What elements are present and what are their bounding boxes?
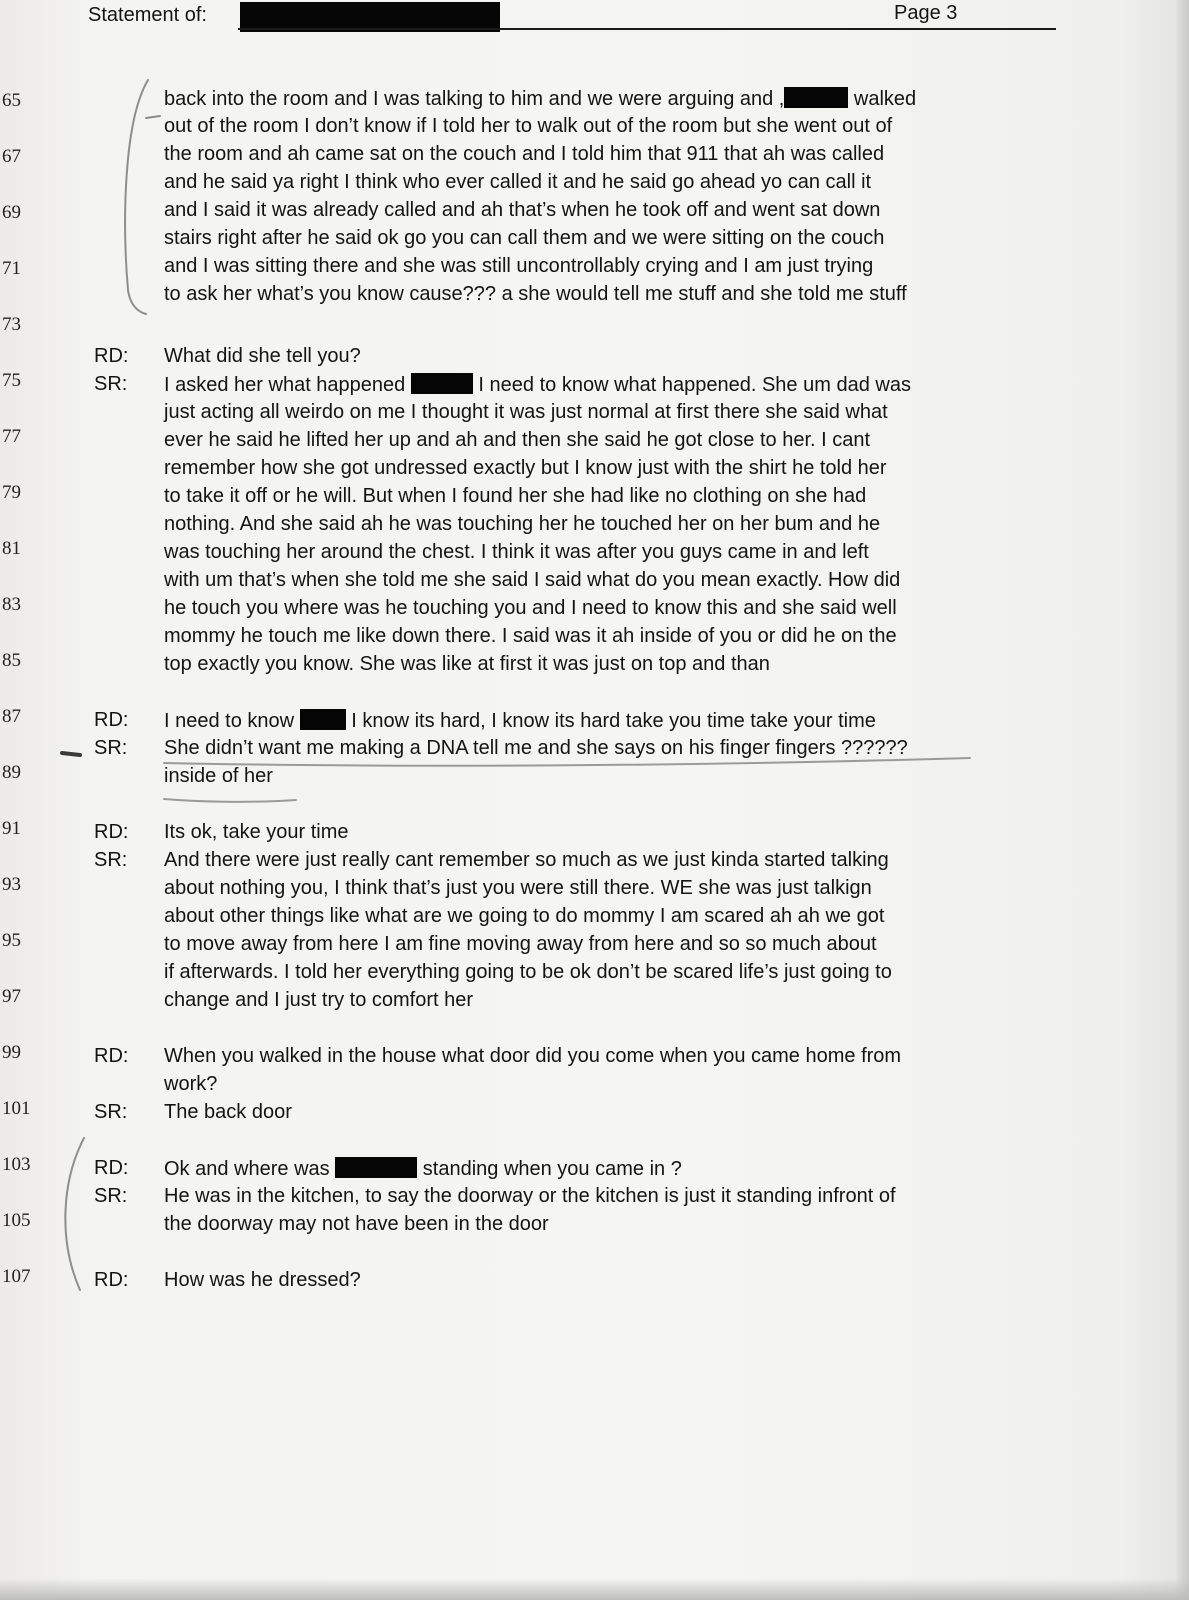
- transcript-line: change and I just try to comfort her: [164, 989, 474, 1011]
- speaker-label: SR:: [94, 737, 128, 759]
- transcript-line: about other things like what are we going to do mommy I am scared ah ah we got: [164, 905, 885, 927]
- line-number: 83: [2, 594, 21, 615]
- arrow-dash-mark: [62, 753, 80, 755]
- speaker-label: SR:: [94, 1101, 128, 1123]
- transcript-line: He was in the kitchen, to say the doorway or the kitchen is just it standing infront of: [164, 1185, 896, 1207]
- transcript-line: to ask her what’s you know cause??? a she would tell me stuff and she told me stuff: [164, 283, 907, 305]
- transcript-fragment: walked: [853, 88, 917, 110]
- line-number: 77: [2, 426, 21, 447]
- transcript-line: And there were just really cant remember so much as we just kinda started talking: [164, 849, 889, 871]
- transcript-line: with um that’s when she told me she said I said what do you mean exactly. How did: [164, 569, 901, 591]
- page-edge-shadow: [1175, 0, 1189, 1600]
- transcript-line: the room and ah came sat on the couch and I told him that 911 that ah was called: [164, 143, 885, 165]
- line-number: 105: [2, 1210, 31, 1231]
- transcript-line: and he said ya right I think who ever called it and he said go ahead yo can call it: [164, 171, 872, 193]
- transcript-line: nothing. And she said ah he was touching her he touched her on her bum and he: [164, 513, 881, 535]
- transcript-line: remember how she got undressed exactly but I know just with the shirt he told her: [164, 457, 887, 479]
- line-number: 107: [2, 1266, 31, 1287]
- line-number: 99: [2, 1042, 21, 1063]
- line-number: 71: [2, 258, 21, 279]
- transcript-fragment: standing when you came in ?: [422, 1158, 682, 1180]
- speaker-label: RD:: [94, 345, 129, 367]
- line-number: 91: [2, 818, 21, 839]
- transcript-fragment: back into the room and I was talking to him and we were arguing and ,: [164, 88, 785, 110]
- line-number: 75: [2, 370, 21, 391]
- line-number: 69: [2, 202, 21, 223]
- line-number: 65: [2, 90, 21, 111]
- line-number: 85: [2, 650, 21, 671]
- line-number: 79: [2, 482, 21, 503]
- transcript-line: inside of her: [164, 765, 273, 787]
- speaker-label: RD:: [94, 1157, 129, 1179]
- speaker-label: RD:: [94, 709, 129, 731]
- line-number: 73: [2, 314, 21, 335]
- transcript-fragment: I asked her what happened: [164, 374, 406, 396]
- transcript-line: to take it off or he will. But when I found her she had like no clothing on she had: [164, 485, 867, 507]
- transcript-line: he touch you where was he touching you and I need to know this and she said well: [164, 597, 897, 619]
- speaker-label: RD:: [94, 1269, 129, 1291]
- transcript-line: How was he dressed?: [164, 1269, 361, 1291]
- transcript-line: stairs right after he said ok go you can call them and we were sitting on the couch: [164, 227, 885, 249]
- transcript-line: work?: [164, 1073, 218, 1095]
- speaker-label: RD:: [94, 821, 129, 843]
- statement-of-label: Statement of:: [88, 4, 207, 26]
- line-number: 101: [2, 1098, 31, 1119]
- line-number: 93: [2, 874, 21, 895]
- transcript-line: about nothing you, I think that’s just you were still there. WE she was just talkign: [164, 877, 872, 899]
- page-number: Page 3: [894, 2, 958, 24]
- speaker-label: RD:: [94, 1045, 129, 1067]
- transcript-fragment: Ok and where was: [164, 1158, 330, 1180]
- transcript-line: When you walked in the house what door did you come when you came home from: [164, 1045, 902, 1067]
- tick-mark: [146, 116, 160, 118]
- transcript-line: was touching her around the chest. I think it was after you guys came in and left: [164, 541, 869, 563]
- line-number: 67: [2, 146, 21, 167]
- transcript-fragment: I know its hard, I know its hard take you time take your time: [351, 710, 876, 732]
- underline-mark: [164, 758, 970, 766]
- transcript-line: mommy he touch me like down there. I said was it ah inside of you or did he on the: [164, 625, 897, 647]
- transcript-line: just acting all weirdo on me I thought it was just normal at first there she said what: [164, 401, 888, 423]
- transcript-fragment: I need to know what happened. She um dad was: [478, 374, 911, 396]
- transcript-fragment: I need to know: [164, 710, 295, 732]
- line-number: 89: [2, 762, 21, 783]
- transcript-line: The back door: [164, 1101, 292, 1123]
- transcript-line: to move away from here I am fine moving away from here and so so much about: [164, 933, 877, 955]
- transcript-line: ever he said he lifted her up and ah and then she said he got close to her. I cant: [164, 429, 871, 451]
- speaker-label: SR:: [94, 849, 128, 871]
- transcript-line: if afterwards. I told her everything going to be ok don’t be scared life’s just going to: [164, 961, 892, 983]
- underline-mark-short: [164, 799, 296, 802]
- line-number: 81: [2, 538, 21, 559]
- transcript-line: Its ok, take your time: [164, 821, 349, 843]
- bracket-mark-bottom: [65, 1138, 84, 1290]
- bottom-edge-shadow: [0, 1578, 1189, 1600]
- bracket-mark-top: [125, 80, 148, 314]
- transcript-line: She didn’t want me making a DNA tell me and she says on his finger fingers ??????: [164, 737, 908, 759]
- transcript-line: and I was sitting there and she was still uncontrollably crying and I am just trying: [164, 255, 874, 277]
- transcript-line: What did she tell you?: [164, 345, 361, 367]
- transcript-line: out of the room I don’t know if I told her to walk out of the room but she went out of: [164, 115, 893, 137]
- speaker-label: SR:: [94, 1185, 128, 1207]
- transcript-line: the doorway may not have been in the door: [164, 1213, 549, 1235]
- speaker-label: SR:: [94, 373, 128, 395]
- transcript-line: and I said it was already called and ah that’s when he took off and went sat down: [164, 199, 881, 221]
- transcript-line: top exactly you know. She was like at first it was just on top and than: [164, 653, 770, 675]
- line-number: 95: [2, 930, 21, 951]
- line-number: 97: [2, 986, 21, 1007]
- line-number: 103: [2, 1154, 31, 1175]
- line-number: 87: [2, 706, 21, 727]
